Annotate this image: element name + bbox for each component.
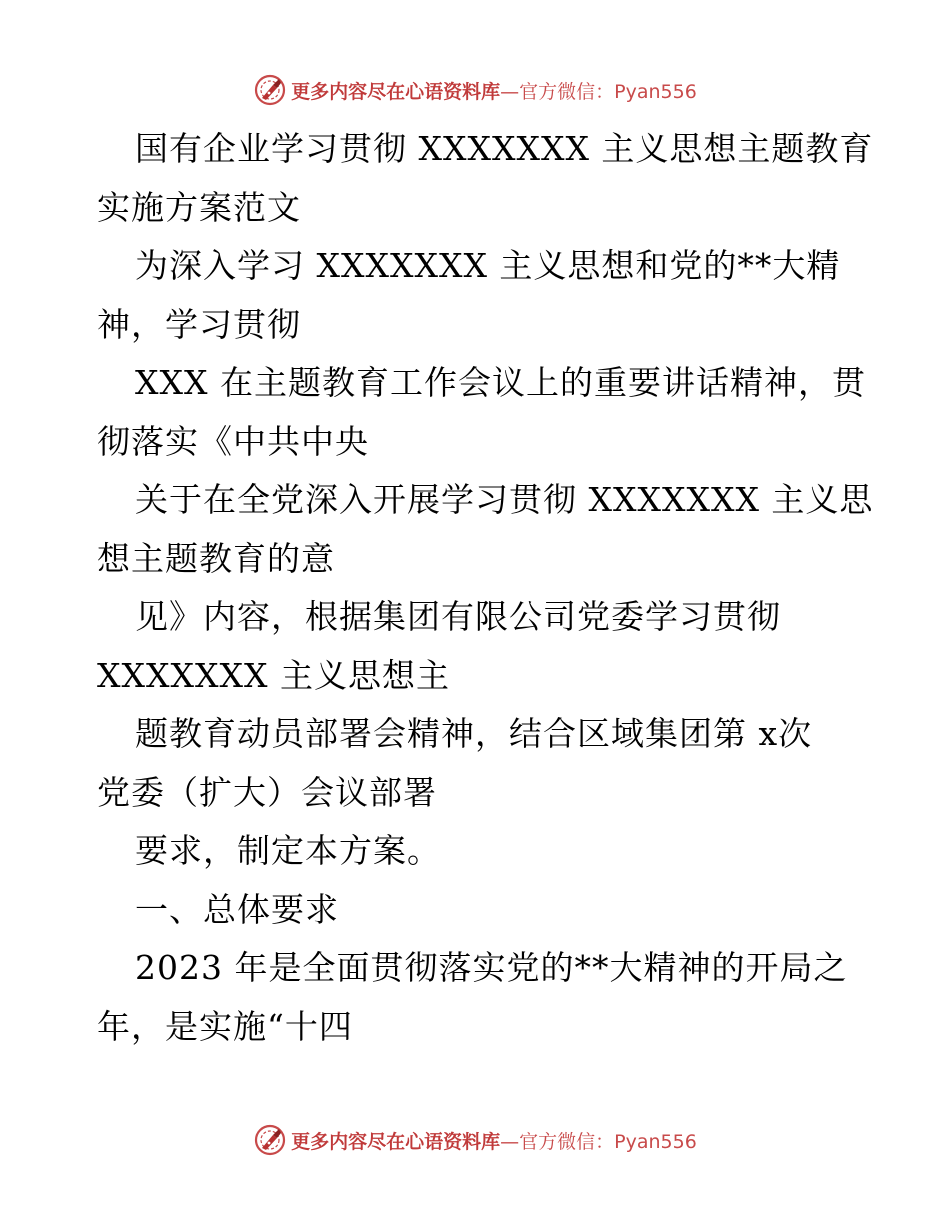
watermark-banner-bottom [0, 1120, 950, 1160]
section-heading: 一、总体要求 [135, 889, 339, 929]
document-title-line: 实施方案范文 [97, 187, 301, 227]
paragraph-line: 关于在全党深入开展学习贯彻 XXXXXXX 主义思 [135, 480, 874, 519]
paragraph-line: 为深入学习 XXXXXXX 主义思想和党的**大精 [135, 246, 841, 285]
watermark-site-text: 更多内容尽在心语资料库 [291, 1130, 501, 1153]
paragraph-line: 年，是实施“十四 [97, 1006, 353, 1046]
watermark-dash: — [500, 80, 520, 103]
watermark-contact-text: 官方微信：Pyan556 [519, 80, 697, 103]
paragraph-line: XXXXXXX 主义思想主 [97, 655, 450, 695]
watermark-banner-top [0, 70, 950, 110]
watermark-site-text: 更多内容尽在心语资料库 [291, 80, 501, 103]
watermark-text [291, 1127, 697, 1154]
paragraph-line: 题教育动员部署会精神，结合区域集团第 x次 [135, 714, 813, 753]
watermark-contact-text: 官方微信：Pyan556 [519, 1130, 697, 1153]
watermark-dash: — [500, 1130, 520, 1153]
document-body [97, 120, 874, 1056]
paragraph-line: 党委（扩大）会议部署 [97, 772, 437, 812]
paragraph-line: 想主题教育的意 [97, 538, 335, 578]
pen-nib-logo-icon [253, 1123, 287, 1157]
paragraph-line: XXX 在主题教育工作会议上的重要讲话精神，贯 [135, 363, 866, 402]
paragraph-line: 要求，制定本方案。 [135, 831, 441, 870]
document-title-line: 国有企业学习贯彻 XXXXXXX 主义思想主题教育 [135, 129, 874, 168]
paragraph-line: 2023 年是全面贯彻落实党的**大精神的开局之 [135, 948, 848, 987]
paragraph-line: 神，学习贯彻 [97, 304, 301, 344]
pen-nib-logo-icon [253, 73, 287, 107]
paragraph-line: 见》内容，根据集团有限公司党委学习贯彻 [135, 597, 781, 636]
watermark-text [291, 77, 697, 104]
paragraph-line: 彻落实《中共中央 [97, 421, 369, 461]
